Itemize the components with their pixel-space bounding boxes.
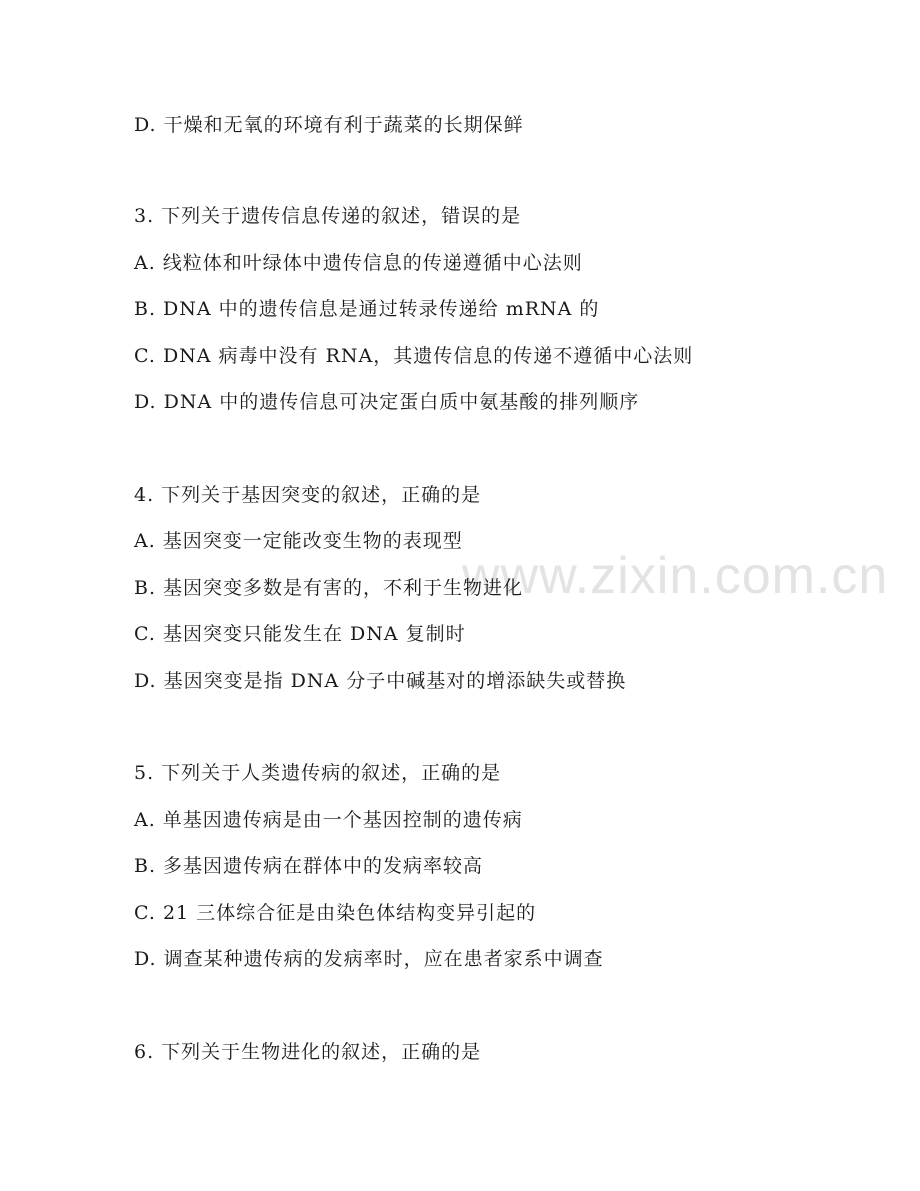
q5-option-a: A. 单基因遗传病是由一个基因控制的遗传病	[134, 809, 523, 831]
q5-stem: 5. 下列关于人类遗传病的叙述，正确的是	[134, 762, 502, 784]
q5-option-b: B. 多基因遗传病在群体中的发病率较高	[134, 855, 484, 877]
q4-option-a: A. 基因突变一定能改变生物的表现型	[134, 530, 463, 552]
q3-option-c: C. DNA 病毒中没有 RNA，其遗传信息的传递不遵循中心法则	[134, 345, 694, 367]
q3-stem: 3. 下列关于遗传信息传递的叙述，错误的是	[134, 205, 522, 227]
watermark: www.zixin.com.cn	[462, 547, 889, 605]
q6-stem: 6. 下列关于生物进化的叙述，正确的是	[134, 1041, 482, 1063]
q2-option-d: D. 干燥和无氧的环境有利于蔬菜的长期保鲜	[134, 114, 524, 136]
q3-option-a: A. 线粒体和叶绿体中遗传信息的传递遵循中心法则	[134, 252, 583, 274]
q4-option-c: C. 基因突变只能发生在 DNA 复制时	[134, 623, 466, 645]
q3-option-b: B. DNA 中的遗传信息是通过转录传递给 mRNA 的	[134, 298, 600, 320]
q4-option-b: B. 基因突变多数是有害的，不利于生物进化	[134, 577, 524, 599]
q4-option-d: D. 基因突变是指 DNA 分子中碱基对的增添缺失或替换	[134, 670, 627, 692]
q3-option-d: D. DNA 中的遗传信息可决定蛋白质中氨基酸的排列顺序	[134, 391, 640, 413]
q4-stem: 4. 下列关于基因突变的叙述，正确的是	[134, 484, 482, 506]
q5-option-d: D. 调查某种遗传病的发病率时，应在患者家系中调查	[134, 948, 604, 970]
q5-option-c: C. 21 三体综合征是由染色体结构变异引起的	[134, 902, 537, 924]
